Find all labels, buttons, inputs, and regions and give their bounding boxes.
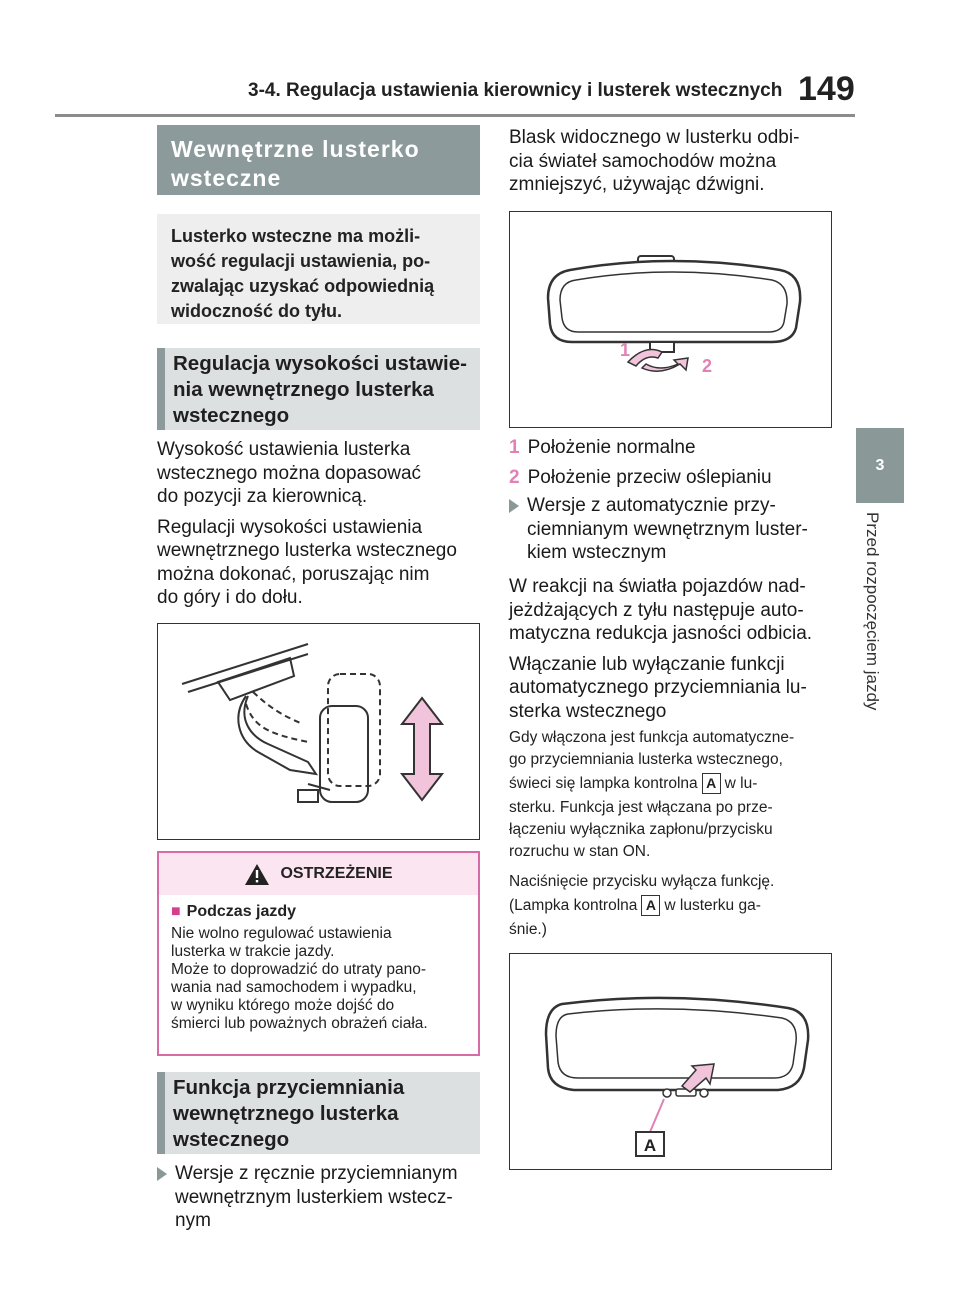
indicator-a-icon: A	[702, 773, 721, 794]
height-description: Wysokość ustawienia lusterka wstecznego można dopasować do pozycji za kierownicą. Regulacji wysokości ustawienia wewnętrznego lusterka wstecznego można dokonać, poruszając nim do góry i do dołu.	[157, 439, 457, 608]
auto-dimming-figure	[509, 953, 832, 1170]
position-1-label: 1	[620, 340, 631, 360]
warning-triangle-icon	[244, 863, 270, 886]
warning-header	[159, 853, 478, 895]
triangle-bullet-icon	[157, 1167, 167, 1181]
section-title: 3-4. Regulacja ustawienia kierownicy i lusterek wstecznych	[248, 80, 783, 101]
intro-box: Lusterko wsteczne ma możli- wość regulacji ustawienia, po- zwalając uzyskać odpowiednią widoczność do tyłu.	[157, 214, 480, 324]
height-adjust-heading: Regulacja wysokości ustawie- nia wewnętrznego lusterka wstecznego	[157, 348, 480, 430]
square-bullet-icon: ■	[171, 903, 181, 920]
chapter-title: Przed rozpoczęciem jazdy	[863, 512, 882, 711]
position-2-label: 2	[702, 356, 713, 376]
warning-title: OSTRZEŻENIE	[280, 865, 393, 882]
chapter-tab	[856, 428, 904, 503]
bullet-manual: Wersje z ręcznie przyciemnianym wewnętrznym lusterkiem wstecz- nym	[157, 1162, 487, 1233]
main-heading: Wewnętrzne lusterko wsteczne	[157, 125, 480, 195]
warning-text: Nie wolno regulować ustawienia lusterka w trakcie jazdy. Może to doprowadzić do utraty pano- wania nad samochodem i wypadku, w wyniku którego może dojść do śmierci lub poważnych obrażeń ciała.	[171, 925, 428, 1032]
mirror-lever-illustration	[510, 212, 830, 426]
header-divider	[55, 114, 855, 117]
indicator-callout-label: A	[643, 1136, 657, 1155]
bullet-auto: Wersje z automatycznie przy- ciemnianym wewnętrznym luster- kiem wstecznym	[509, 494, 839, 565]
glare-description: Blask widocznego w lusterku odbi- cia świateł samochodów można zmniejszyć, używając dźwigni.	[509, 127, 800, 195]
triangle-bullet-icon	[509, 499, 519, 513]
chapter-title-vertical	[856, 508, 904, 758]
dimming-heading: Funkcja przyciemniania wewnętrznego lusterka wstecznego	[157, 1072, 480, 1154]
page-number: 149	[798, 70, 855, 108]
mirror-height-illustration	[158, 624, 478, 838]
warning-subtitle: ■ Podczas jazdy	[171, 903, 297, 920]
warning-box	[157, 851, 480, 1056]
indicator-a-icon: A	[641, 895, 660, 916]
mirror-height-figure	[157, 623, 480, 840]
position-list	[509, 436, 839, 489]
list-item: 2 Położenie przeciw oślepianiu	[509, 466, 772, 488]
list-item: 1 Położenie normalne	[509, 437, 696, 458]
mirror-lever-figure	[509, 211, 832, 428]
auto-dimming-illustration	[510, 954, 830, 1168]
indicator-note: Gdy włączona jest funkcja automatyczne- go przyciemniania lusterka wstecznego, świeci się lampka kontrolna A w lu- sterku. Funkcja jest włączana po prze- łączeniu wyłącznika zapłonu/przycisku rozruchu w stan ON. Naciśnięcie przycisku wyłącza funkcję. (Lampka kontrolna A w lusterku ga- śnie.)	[509, 729, 795, 938]
auto-description: W reakcji na światła pojazdów nad- jeżdżających z tyłu następuje auto- matyczna redukcja jasności odbicia. Włączanie lub wyłączanie funkcji automatycznego przyciemniania lu- sterka wstecznego	[509, 576, 813, 722]
chapter-number: 3	[875, 456, 885, 474]
